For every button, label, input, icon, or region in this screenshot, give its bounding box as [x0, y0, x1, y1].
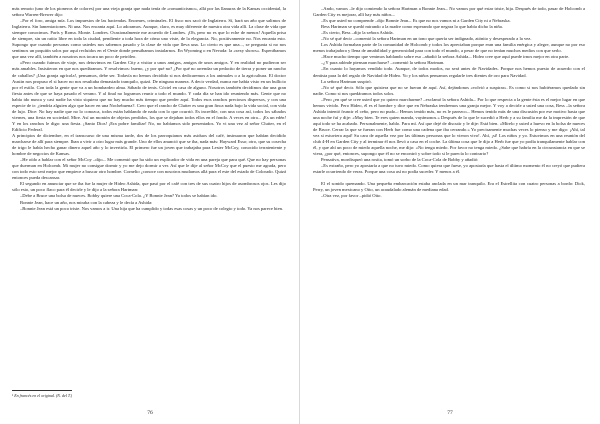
paragraph: –He oído a hablar con el señor McCoy –dijo–. Me comentó que ha sido un explicador de vida en una pareja que para qué. Que no hay personas que duerman en Holcomb. Mi mujer no consigue dormir y yo me dejo dormir a ver. Así que le dije al señor McCoy que el puesto me agrada, pero con todo esto será mejor que empiece a buscar otro hombre. Cornelio ¿conoce con nosotros mudarnos allá para el este del estado de Colorado. Quizá entonces pueda descansar.: [12, 157, 286, 181]
paragraph: Los Ashida formaban parte de la comunidad de Holcomb y todos los apreciaban porque eran una familia enérgica y alegre, aunque no por eso menos trabajadora y llena de amabilidad y generosidad para con todo el mundo, a pesar de que no tenían muchos medios con que serlo.: [313, 42, 585, 54]
paragraph: El el sonido quemando. Una pequeña embarcación estaba anclada en un mar tranquilo. Era el Estrellita con cuatro personas a bordo: Dick, Perry, un joven mexicano y Otto, un acaudalado alemán de mediana edad.: [313, 181, 585, 193]
paragraph: –Bonnie Jean está un poco triste. Nos vamos a ir. Una hija que ha cumplido y todas esas cosas y un poco de colegio y todo. Ya nos parece bien.: [20, 205, 284, 211]
paragraph: Bonnie Jean, hace un año, nos miraba con la cabeza y le decía a Ashida:: [20, 199, 153, 205]
paragraph: –¿Y para adónde piensan marcharse? –comentó la señora Hartman.: [321, 60, 445, 66]
paragraph: A principios de diciembre, en el transcurso de una misma tarde, dos de los parroquianos más asiduos del café, insinuaron que habían decidido marcharse de allí para siempre. Iban a vivir a otro lugar más grande. Uno de ellos anunció que se iba, nada más: Hayward Esso; otro, que su cosecha de trigo le había hecho ganar dinero aquel año y lo invertiría. El primero fue un joven que trabajaba para Lester McCoy, conocido terrateniente y hombre de negocios de Kansas.: [12, 132, 286, 157]
paragraph: –Es extraño, pero yo apostaría a que no tuvo miedo. Como quiera que fuese, yo apostaría que hasta el último momento él no creyó que pudiera estarle ocurriendo de veras. Porque una cosa así no podía suceder. Y menos a él.: [313, 163, 585, 175]
paragraph: –Debe a Bruce una bolsa de nueces. Bobby quiere una Coca-Cola. ¿Y Bonnie Jean? Ya todos se habían ido.: [20, 193, 218, 199]
paragraph: –Ando, vamos –le dijo comiendo la señora Hartman a Bonnie Jean–. No vamos por qué estar triste, hija. Después de todo, pasar de Holcomb a Garden City es mejorar, allí hay más niños.–: [313, 6, 585, 18]
paragraph: –En cuanto lo hayamos vendido todo. Aunque, de todos modos, no será antes de Navidades. Porque nos hemos puesto de acuerdo con el dentista para la del regalo de Navidad de Hideo. Yo y los niños pensamos regalarle tres dientes de oro para Navidad.: [313, 66, 585, 78]
paragraph: –Pero ¿en qué se cree usted que yo quiero marcharme? –exclamó la señora Ashida–. Por lo que respecta a la gente ésta es el mejor lugar en que hemos vivido. Pero Hideo, él es el hombre y dice que en Nebraska tendremos una granja mejor. Y voy a decirle a usted una cosa, Bess –la señora Ashida intentó fruncir el ceño, pero no pudo–: Hemos tenido más, no es le parezco–. Hemos tenido más de una discusión por ese motivo hasta que una noche fuí y dije: «Muy bien. Te eres quien manda, vayámonos.» Después de lo que le sucedió a Herb y a su familia me da la impresión de que aquí todo se ha acabado. Personalmente, hablo. Para mí. Así que dejé de discutir y le dije: Está bien. «Mírelo y usted a huevo en la bolsa de nueces de Bruce. Cerrar la que se fueran con Herb fue como una cadena que iba cerrando.» Yo precisamente muchas veces lo pienso y me digo: ¡Ahí, tal vez si estuviera aquí! Su cara de aquella vez por las últimas personas que lo vieron vivo!. Ahí, ¡sí! Los niños y yo. Estuvimos en una reunión del club 4-H en Garden City y al terminar él nos llevó a casa en el coche. La última cosa que le dijo a Herb fue que yo podía tranquilamente hablar con él, y que ahí un poco de miedo aquella noche, me dijo: «No tenga miedo. Por favor no tenga miedo. ¿Sabe que habría en la circunstancia en que se viera, ¿por qué, entonces, supongo que él no se encontró y sobre todo si le parecía lo contrario?: [313, 96, 585, 157]
paragraph: »Pero cuando fuimos de viaje, nos detuvimos en Garden City a visitar a unos amigos, amigos de unos amigos. Y en realidad no pudieron ser más amables. Insistieron en que nos quedáramos. Y resolvimos: bueno, ¿y por qué no? ¿Por qué no arrendar un pedacito de tierra y poner un rancho de caballos? ¡Una granja agrícola!, pensamos, debe ser. Todavía no hemos decidido si nos dedicaremos a los animales o a la agricultura. El doctor Austin nos propuso el si hacer no nos resultaba demasiado tranquilo, quizá. De ninguna manera. A decir verdad, nunca me había visto en un bullicio por el estilo. Con toda la gente que va a un bombardeo alma. Sábado de tenis. Cóctel en casa de alguno. Nosotros también decidimos dar una gran fiesta antes de que se haya pasado el verano. Y al final no logramos reunir a todo el mundo. Y cada día se han ido reuniendo más. Gente que no había ido nunca y casi nadie ha visto siquiera que no hay mucho más tiempo que perder aquí. Todos esos ranchos preciosos dispersos, y con una especie de ir: ¿tendría alguien algo que hacer en una Nochebuena?. Creo que el rancho de Clutter es una gran finca nada bajo la vida social, con vida de lujo. Dice: No hay nadie que no lo conozca, todos están hablando de nada con lo que ocurrió. Es increíble, con una cosa así, todos los sábados viernes, una fiesta en sociedad. Mire. Así un montón de objetos perdidos, los que se dejaban todos ellos en el fondo. A veces en otra... ¡Es un edén! Y en los ranchos le digo: una fiesta. ¡Santo Dios! ¡Era pobre familiar! No, no habíamos sido presentados. Yo vi una vez al señor Clutter, en el Edificio Federal.: [12, 60, 286, 132]
page-number-left: 76: [147, 410, 153, 416]
paragraph: –Hace mucho tiempo que venimos hablando sobre eso –añadió la señora Ashida–. Hideo cree que aquí puede irnos mejor en otra parte.: [321, 54, 570, 60]
paragraph: Pensativa, mordisqueó una rosita, tomó un sorbo de la Coca-Cola de Bobby y añadió:: [321, 157, 479, 163]
left-page-text: [12, 6, 286, 212]
page-number-right: 77: [447, 410, 453, 416]
paragraph: La señora Hartman suspiró.: [321, 78, 372, 84]
right-page-text: [313, 6, 585, 199]
footnote-text: En francés en el original. (N. del T.): [14, 393, 73, 398]
paragraph: –Otra vez, por favor –pidió Otto.: [321, 193, 382, 199]
footnote-marker: ¹: [12, 393, 14, 398]
footnote: [12, 393, 72, 398]
right-page: [300, 0, 600, 424]
paragraph: El segundo en anunciar que se iba fue la mujer de Hideo Ashida, que pasó por el café con tres de sus cuatro hijos de asombrosos ojos. Les dijo sólo esto, un poco flaco para él decirle y le dijo a la señora Hartman:: [12, 181, 286, 193]
paragraph: –No sé qué decir –comentó la señora Hartman en un tono que quería ser indignado, atónito y desesperado a la vez.: [321, 36, 532, 42]
paragraph: –Es cierto, Bess –dijo la señora Ashida.: [321, 30, 394, 36]
paragraph: –No sé qué decir. Sólo que quisiera que no se fueran de aquí. Así, dejándonos «volvió a suspirar». Es como si nos hubiéramos quedado sin nadie. Como si nos quedáramos todos solos.: [313, 84, 585, 96]
paragraph: –Por el foro, amiga mía. Los impuestos de las haciendas. Enormes, criminales. El fisco nos sacó de Inglaterra. Sí, hará un año que salimos de Inglaterra. Sin lamentaciones. Ni una. Nos encanta aquí. Lo adoramos. Aunque, claro, es muy diferente de nuestra otra vida allí. La clase de vida que siempre conocimos. París y Roma. Monte. Londres. Ocasionalmente me acuerdo de Londres. ¡Oh, pero no es que lo eche de menos! Aquella prisa de siempre, sin un ratito libre en toda la ciudad, pendiente a toda hora de cómo uno viste, de la elegancia. No, positivamente no. Nos encanta esto. Supongo que cuando personas como ustedes nos sabemos pasado y la clase de vida que lleva una. Lo cierto es que una..., se pregunta si no nos sentimos un poquitín solos por aquí recluidos en el Oeste donde pensábamos instalarnos. En Wyoming o en Nevada: la «sexy shows». Esperábamos que una vez allí, también a nosotros nos tocara un poco de petróleo.: [12, 18, 286, 60]
paragraph: Bess Hartman se quedó mirando a la madre como esperando que negara lo que había dicho la niña.: [321, 24, 503, 30]
paragraph: más remoto (uno de los pioneros de colores) por una vieja granja que nada tenía de «romanticismo», allá por las llanuras de la Kansas occidental, la señora Warren-Brewer dijo:: [12, 6, 286, 18]
footnote-rule: [12, 390, 72, 391]
paragraph: –Es que usted no comprende –dijo Bonnie Jean–. Es que no nos vamos ni a Garden City ni a Nebraska.: [321, 18, 511, 24]
